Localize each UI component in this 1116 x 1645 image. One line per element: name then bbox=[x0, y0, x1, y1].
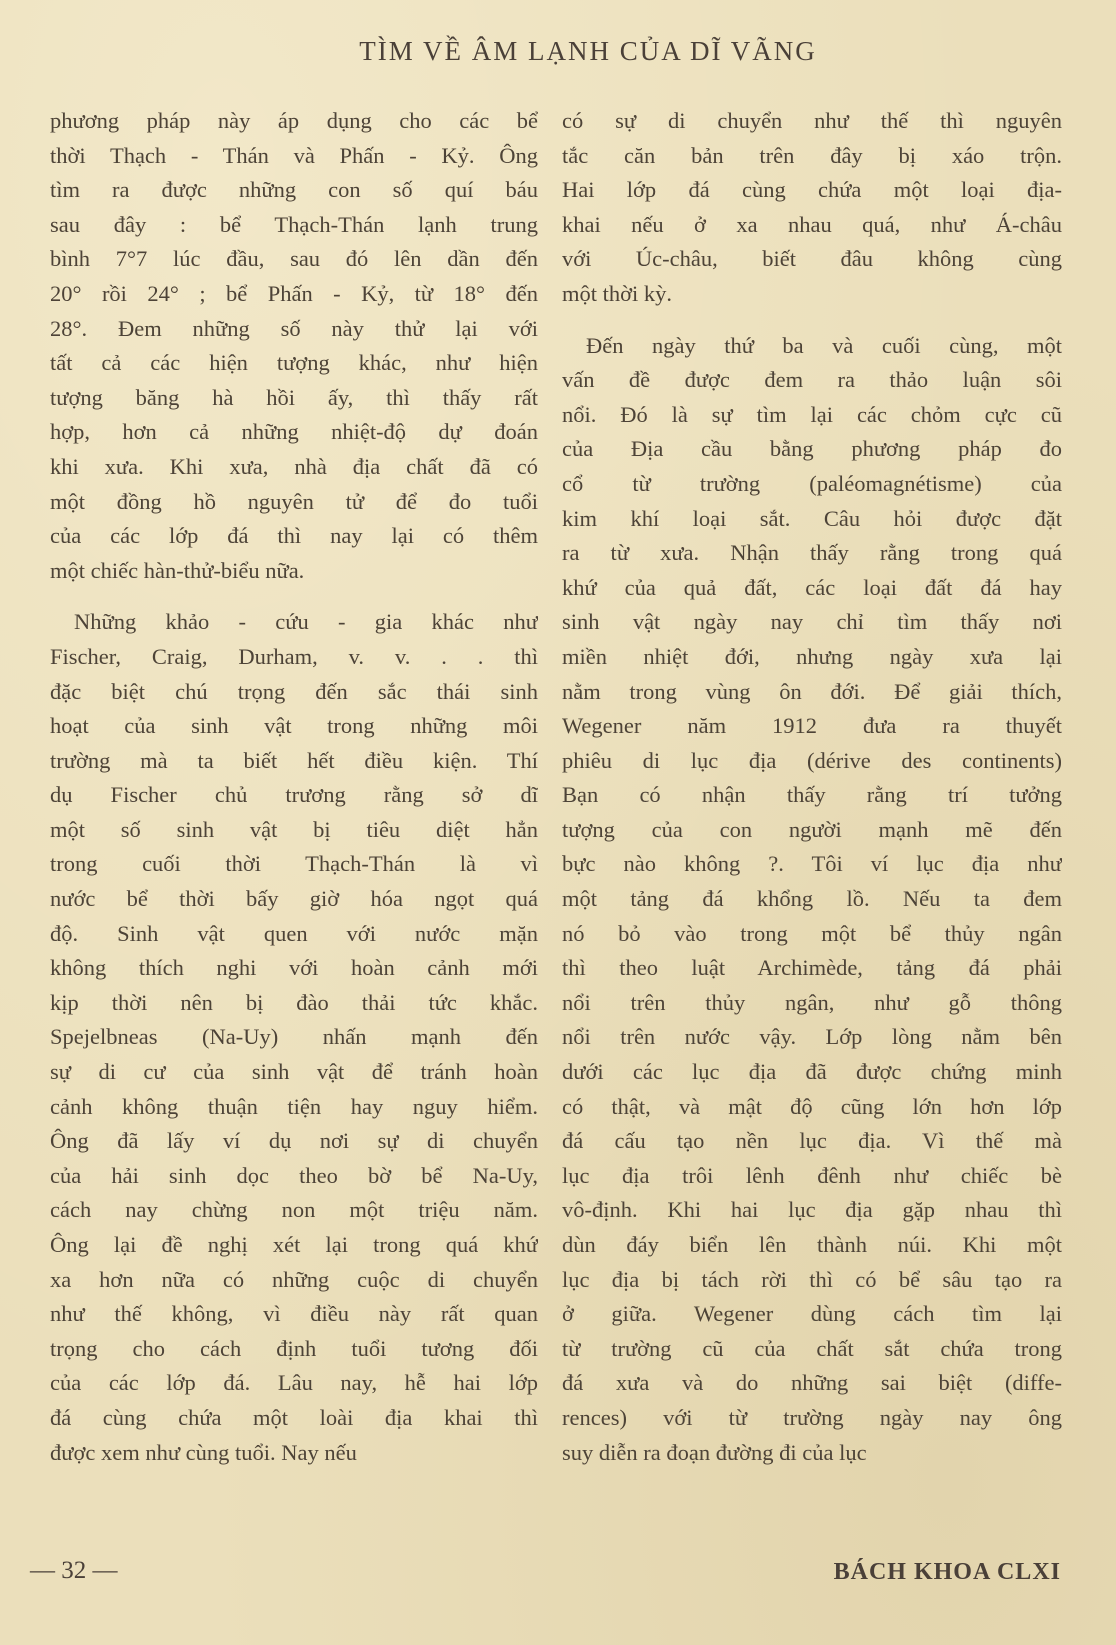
text-line: kim khí loại sắt. Câu hỏi được đặt bbox=[562, 505, 1062, 531]
text-line: Những khảo - cứu - gia khác như bbox=[74, 609, 538, 635]
text-line: suy diễn ra đoạn đường đi của lục bbox=[562, 1439, 867, 1465]
text-line: trường mà ta biết hết điều kiện. Thí bbox=[50, 747, 538, 773]
text-line: dùn đáy biển lên thành núi. Khi một bbox=[562, 1232, 1062, 1257]
text-line: Ông lại đề nghị xét lại trong quá khứ bbox=[50, 1232, 538, 1257]
text-line: ra từ xưa. Nhận thấy rằng trong quá bbox=[562, 540, 1062, 566]
text-line: dưới các lục địa đã được chứng minh bbox=[562, 1059, 1062, 1085]
text-line: sinh vật ngày nay chỉ tìm thấy nơi bbox=[562, 609, 1062, 635]
text-line: nằm trong vùng ôn đới. Để giải thích, bbox=[562, 678, 1062, 704]
text-line: rences) với từ trường ngày nay ông bbox=[562, 1404, 1062, 1430]
text-line: một tảng đá khổng lồ. Nếu ta đem bbox=[562, 886, 1062, 912]
text-line: như thế không, vì điều này rất quan bbox=[50, 1301, 538, 1327]
text-line: tìm ra được những con số quí báu bbox=[50, 177, 538, 203]
text-line: nổi. Đó là sự tìm lại các chỏm cực cũ bbox=[562, 401, 1062, 427]
text-line: của các lớp đá. Lâu nay, hễ hai lớp bbox=[50, 1370, 538, 1396]
text-line: trọng cho cách định tuổi tương đối bbox=[50, 1335, 538, 1361]
paragraph-gap bbox=[50, 588, 538, 605]
text-line: với Úc-châu, biết đâu không cùng bbox=[562, 246, 1062, 272]
text-line: có sự di chuyển như thế thì nguyên bbox=[562, 108, 1062, 133]
text-line: vô-định. Khi hai lục địa gặp nhau thì bbox=[562, 1197, 1062, 1223]
text-line: 28°. Đem những số này thử lại với bbox=[50, 315, 538, 341]
text-line: được xem như cùng tuổi. Nay nếu bbox=[50, 1439, 357, 1465]
text-line: một số sinh vật bị tiêu diệt hẳn bbox=[50, 816, 538, 842]
text-line: xa hơn nữa có những cuộc di chuyển bbox=[50, 1266, 538, 1292]
text-line: kịp thời nên bị đào thải tức khắc. bbox=[50, 989, 538, 1015]
text-line: vấn đề được đem ra thảo luận sôi bbox=[562, 367, 1062, 393]
text-line: khai nếu ở xa nhau quá, như Á-châu bbox=[562, 211, 1062, 237]
text-line: khứ của quả đất, các loại đất đá hay bbox=[562, 574, 1062, 600]
text-line: 20° rồi 24° ; bể Phấn - Kỷ, từ 18° đến bbox=[50, 280, 538, 306]
text-line: Bạn có nhận thấy rằng trí tưởng bbox=[562, 782, 1062, 808]
text-line: tất cả các hiện tượng khác, như hiện bbox=[50, 350, 538, 376]
text-line: thời Thạch - Thán và Phấn - Kỷ. Ông bbox=[50, 142, 538, 168]
text-line: Spejelbneas (Na-Uy) nhấn mạnh đến bbox=[50, 1024, 538, 1050]
text-line: một thời kỳ. bbox=[562, 280, 673, 306]
text-line: tượng của con người mạnh mẽ đến bbox=[562, 816, 1062, 842]
text-line: đá xưa và do những sai biệt (diffe- bbox=[562, 1370, 1062, 1396]
paragraph bbox=[562, 104, 1062, 312]
text-line: tượng băng hà hồi ấy, thì thấy rất bbox=[50, 384, 538, 410]
left-column bbox=[50, 104, 538, 1470]
text-line: một đồng hồ nguyên tử để đo tuổi bbox=[50, 488, 538, 514]
text-line: độ. Sinh vật quen với nước mặn bbox=[50, 920, 538, 946]
text-line: đặc biệt chú trọng đến sắc thái sinh bbox=[50, 678, 538, 704]
text-line: đá cùng chứa một loài địa khai thì bbox=[50, 1404, 538, 1430]
text-line: cảnh không thuận tiện hay nguy hiểm. bbox=[50, 1093, 538, 1119]
paragraph bbox=[50, 605, 538, 1470]
text-line: nó bỏ vào trong một bể thủy ngân bbox=[562, 920, 1062, 946]
text-line: nước bể thời bấy giờ hóa ngọt quá bbox=[50, 886, 538, 912]
paragraph bbox=[50, 104, 538, 588]
right-column bbox=[562, 104, 1062, 1470]
text-line: nổi trên nước vậy. Lớp lòng nằm bên bbox=[562, 1024, 1062, 1050]
text-line: không thích nghi với hoàn cảnh mới bbox=[50, 955, 538, 981]
text-line: của hải sinh dọc theo bờ bể Na-Uy, bbox=[50, 1162, 538, 1188]
paragraph bbox=[562, 329, 1062, 1471]
text-line: phương pháp này áp dụng cho các bể bbox=[50, 108, 538, 133]
text-line: sau đây : bể Thạch-Thán lạnh trung bbox=[50, 211, 538, 237]
text-line: đá cấu tạo nền lục địa. Vì thế mà bbox=[562, 1128, 1062, 1154]
journal-name: BÁCH KHOA CLXI bbox=[833, 1559, 1061, 1585]
text-line: hoạt của sinh vật trong những môi bbox=[50, 713, 538, 739]
text-line: Hai lớp đá cùng chứa một loại địa- bbox=[562, 177, 1062, 203]
text-line: Ông đã lấy ví dụ nơi sự di chuyển bbox=[50, 1128, 538, 1154]
text-line: bình 7°7 lúc đầu, sau đó lên dần đến bbox=[50, 246, 538, 272]
text-line: một chiếc hàn-thử-biểu nữa. bbox=[50, 557, 305, 583]
text-line: của các lớp đá thì nay lại có thêm bbox=[50, 523, 538, 549]
paragraph-gap bbox=[562, 312, 1062, 329]
text-line: dụ Fischer chủ trương rằng sở dĩ bbox=[50, 782, 538, 808]
text-line: cách nay chừng non một triệu năm. bbox=[50, 1197, 538, 1223]
text-line: tắc căn bản trên đây bị xáo trộn. bbox=[562, 142, 1062, 168]
text-line: miền nhiệt đới, nhưng ngày xưa lại bbox=[562, 643, 1062, 669]
text-line: ở giữa. Wegener dùng cách tìm lại bbox=[562, 1301, 1062, 1327]
text-line: phiêu di lục địa (dérive des continents) bbox=[562, 747, 1062, 773]
text-line: lục địa bị tách rời thì có bể sâu tạo ra bbox=[562, 1266, 1062, 1292]
text-line: cổ từ trường (paléomagnétisme) của bbox=[562, 470, 1062, 496]
text-line: bực nào không ?. Tôi ví lục địa như bbox=[562, 851, 1062, 877]
text-line: thì theo luật Archimède, tảng đá phải bbox=[562, 955, 1062, 981]
text-line: lục địa trôi lênh đênh như chiếc bè bbox=[562, 1162, 1062, 1188]
page-number: — 32 — bbox=[30, 1557, 118, 1584]
text-line: khi xưa. Khi xưa, nhà địa chất đã có bbox=[50, 453, 538, 479]
text-line: của Địa cầu bằng phương pháp đo bbox=[562, 436, 1062, 462]
text-line: có thật, và mật độ cũng lớn hơn lớp bbox=[562, 1093, 1062, 1119]
text-line: nổi trên thủy ngân, như gỗ thông bbox=[562, 989, 1062, 1015]
running-head: TÌM VỀ ÂM LẠNH CỦA DĨ VÃNG bbox=[359, 36, 817, 66]
text-line: Đến ngày thứ ba và cuối cùng, một bbox=[586, 332, 1062, 358]
text-line: trong cuối thời Thạch-Thán là vì bbox=[50, 851, 538, 877]
text-line: từ trường cũ của chất sắt chứa trong bbox=[562, 1335, 1062, 1361]
text-line: hợp, hơn cả những nhiệt-độ dự đoán bbox=[50, 419, 538, 445]
text-line: Wegener năm 1912 đưa ra thuyết bbox=[562, 713, 1062, 739]
text-line: Fischer, Craig, Durham, v. v. . . thì bbox=[50, 643, 538, 669]
text-line: sự di cư của sinh vật để tránh hoàn bbox=[50, 1059, 538, 1085]
